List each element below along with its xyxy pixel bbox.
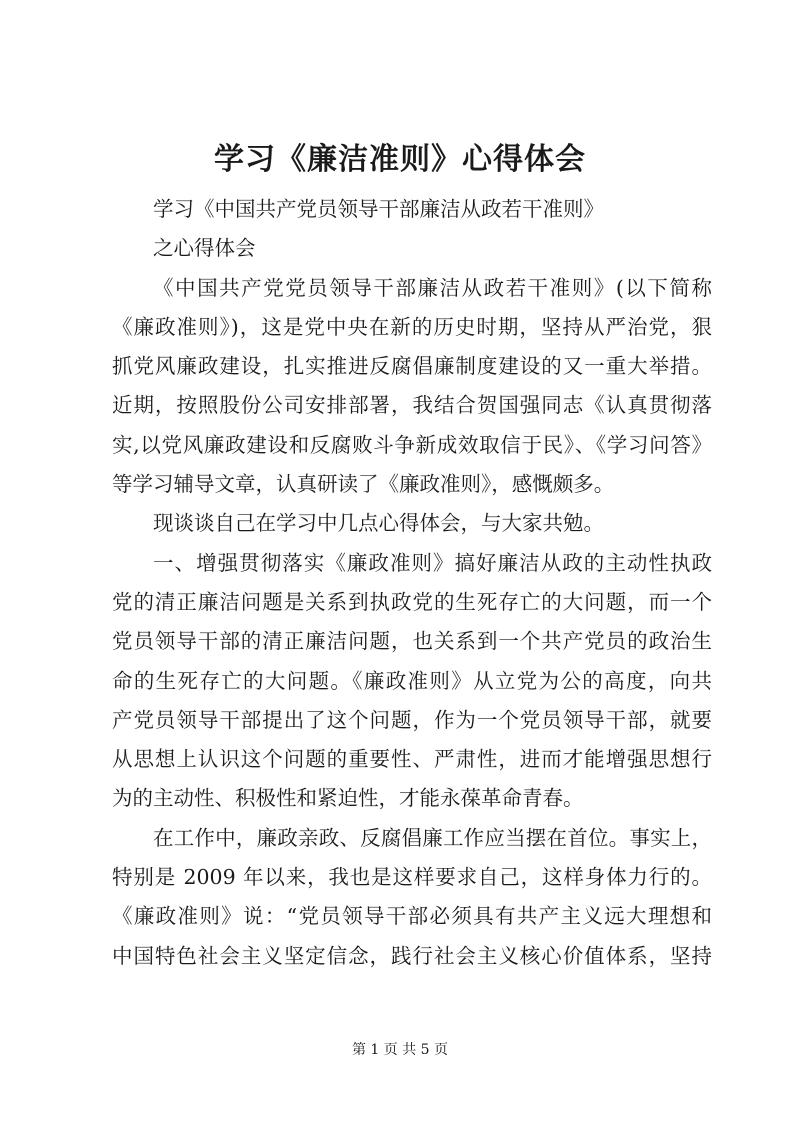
text-line: 在工作中，廉政亲政、反腐倡廉工作应当摆在首位。事实上， <box>153 825 712 850</box>
text-line: 《廉政准则》说：“党员领导干部必须具有共产主义远大理想和 <box>112 904 712 929</box>
document-title: 学习《廉洁准则》心得体会 <box>214 142 586 177</box>
text-line: 实,以党风廉政建设和反腐败斗争新成效取信于民》、《学习问答》 <box>112 432 712 457</box>
text-line: 之心得体会 <box>153 236 256 261</box>
document-body <box>112 190 712 976</box>
text-line: 等学习辅导文章，认真研读了《廉政准则》，感慨颇多。 <box>112 472 615 497</box>
page-footer: 第 1 页 共 5 页 <box>351 1042 449 1058</box>
text-line: 《廉政准则》)，这是党中央在新的历史时期，坚持从严治党，狠 <box>112 314 712 339</box>
text-line: 命的生死存亡的大问题。《廉政准则》从立党为公的高度，向共 <box>112 668 712 693</box>
text-line: 党员领导干部的清正廉洁问题，也关系到一个共产党员的政治生 <box>112 629 712 654</box>
text-line: 近期，按照股份公司安排部署，我结合贺国强同志《认真贯彻落 <box>112 393 712 418</box>
text-line: 学习《中国共产党员领导干部廉洁从政若干准则》 <box>153 197 604 221</box>
text-line: 一、增强贯彻落实《廉政准则》搞好廉洁从政的主动性执政 <box>153 550 712 575</box>
text-line: 抓党风廉政建设，扎实推进反腐倡廉制度建设的又一重大举措。 <box>112 354 712 379</box>
text-line: 现谈谈自己在学习中几点心得体会，与大家共勉。 <box>153 511 604 536</box>
text-line: 《中国共产党党员领导干部廉洁从政若干准则》(以下简称 <box>153 275 712 300</box>
text-line: 中国特色社会主义坚定信念，践行社会主义核心价值体系，坚持 <box>112 943 712 968</box>
text-line: 从思想上认识这个问题的重要性、严肃性，进而才能增强思想行 <box>112 747 712 772</box>
text-line: 特别是 2009 年以来，我也是这样要求自己，这样身体力行的。 <box>112 865 712 890</box>
text-line: 产党员领导干部提出了这个问题，作为一个党员领导干部，就要 <box>112 707 712 732</box>
text-line: 为的主动性、积极性和紧迫性，才能永葆革命青春。 <box>112 786 584 811</box>
text-line: 党的清正廉洁问题是关系到执政党的生死存亡的大问题，而一个 <box>112 589 712 614</box>
